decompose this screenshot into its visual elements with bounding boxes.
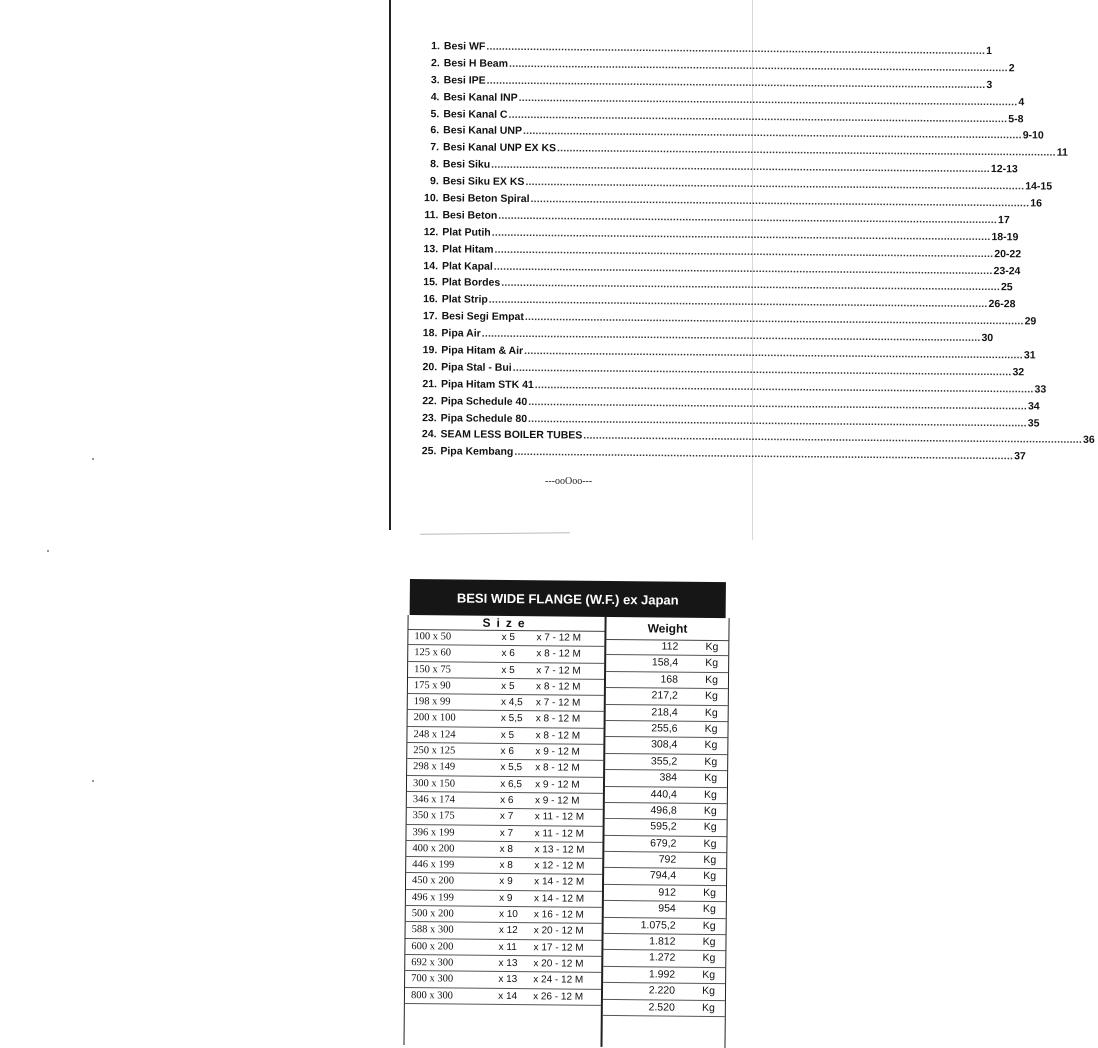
toc-item-number: 5. [430,107,440,120]
size-dimension: 496 x 199 [411,891,454,904]
weight-value: 158,4 [651,656,679,670]
size-dimension: 200 x 100 [413,712,456,724]
toc-item-title: Pipa Stal - Bui [441,361,512,374]
table-row [408,645,604,663]
table-row [407,776,603,794]
toc-item-number: 19. [422,344,438,357]
weight-unit: Kg [702,985,716,998]
weight-unit: Kg [702,903,716,916]
size-dimension: 150 x 75 [414,663,451,676]
toc-item-title: Pipa Kembang [440,445,514,459]
toc-item-title: Pipa Air [441,327,481,340]
size-dimension: 396 x 199 [412,826,455,839]
table-row [603,983,725,1001]
weight-column-header: Weight [606,617,728,641]
toc-leader-dots: ................................................................................................................................................................ [557,142,1056,159]
weight-value: 954 [658,902,676,915]
toc-item-title: Besi Siku [442,158,491,171]
toc-item-number: 1. [431,40,440,53]
size-length: x 17 - 12 M [533,941,584,954]
scan-speck [92,458,94,460]
table-row [605,803,727,821]
toc-item-page: 33 [1034,383,1047,396]
size-length: x 8 - 12 M [535,762,580,775]
table-row [407,808,603,826]
size-dimension: 300 x 150 [412,777,456,790]
size-dimension: 298 x 149 [413,761,456,773]
toc-leader-dots: ................................................................................................................................................................ [524,345,1023,362]
toc-item-number: 21. [422,377,438,391]
size-length: x 11 - 12 M [534,827,584,840]
size-thickness: x 8 [499,860,513,872]
weight-unit: Kg [702,935,716,949]
toc-item-page: 9-10 [1022,129,1044,142]
toc-leader-dots: ................................................................................................................................................................ [528,395,1028,413]
toc-item-number: 22. [422,394,437,407]
toc-item-title: Pipa Schedule 40 [440,394,528,408]
table-row [407,792,603,810]
size-thickness: x 5,5 [500,762,523,774]
table-row [604,901,726,919]
toc-item-page: 12-13 [990,163,1018,176]
table-row [406,906,602,924]
table-row [603,1000,725,1018]
toc-item-title: Besi Segi Empat [441,310,524,324]
size-dimension: 700 x 300 [411,973,454,985]
toc-leader-dots: ................................................................................................................................................................ [481,327,981,345]
toc-item-number: 23. [422,411,437,424]
size-length: x 26 - 12 M [533,990,584,1003]
size-length: x 14 - 12 M [533,893,585,905]
toc-leader-dots: ................................................................................................................................................................ [494,243,994,260]
weight-unit: Kg [705,640,719,654]
weight-unit: Kg [702,919,716,932]
toc-item-page: 34 [1027,400,1040,413]
toc-item-number: 14. [423,259,439,272]
toc-leader-dots: ................................................................................................................................................................ [525,176,1025,193]
toc-leader-dots: ................................................................................................................................................................ [508,108,1008,125]
size-length: x 8 - 12 M [536,681,581,693]
size-length: x 12 - 12 M [534,860,585,872]
wide-flange-table [400,575,728,1038]
size-dimension: 500 x 200 [411,908,454,920]
toc-item-page: 31 [1023,349,1036,362]
toc-leader-dots: ................................................................................................................................................................ [583,429,1083,447]
toc-leader-dots: ................................................................................................................................................................ [501,277,1001,294]
table-row [603,934,725,952]
size-dimension: 692 x 300 [411,957,454,969]
table-row [605,770,727,788]
toc-item-title: Besi Kanal UNP EX KS [443,141,557,155]
weight-unit: Kg [705,673,719,686]
weight-value: 2.520 [648,1000,675,1014]
size-dimension: 250 x 125 [413,745,456,757]
weight-unit: Kg [704,690,718,703]
size-thickness: x 5,5 [500,713,523,725]
weight-value: 1.272 [648,951,676,965]
toc-item-page: 36 [1083,434,1095,447]
toc-leader-dots: ................................................................................................................................................................ [512,361,1012,379]
table-row [605,737,727,755]
table-row [606,672,728,690]
size-length: x 20 - 12 M [533,958,584,970]
weight-value: 792 [658,853,677,866]
size-dimension: 600 x 200 [411,940,454,953]
weight-value: 1.812 [649,935,676,948]
size-dimension: 450 x 200 [412,875,455,887]
table-row [408,678,604,696]
weight-value: 679,2 [650,837,677,850]
weight-value: 912 [658,886,677,899]
toc-leader-dots: ................................................................................................................................................................ [486,74,986,91]
table-row [405,939,601,957]
weight-value: 2.220 [648,984,676,997]
size-thickness: x 10 [498,908,518,921]
size-thickness: x 14 [498,990,518,1002]
size-dimension: 350 x 175 [412,810,455,822]
size-length: x 13 - 12 M [534,844,585,856]
table-row [604,918,726,936]
table-row [408,694,604,712]
table-row [606,655,728,673]
toc-item-title: Pipa Schedule 80 [440,411,528,425]
size-dimension: 800 x 300 [410,989,454,1002]
weight-value: 355,2 [650,755,678,768]
toc-item-page: 5-8 [1008,112,1024,125]
size-length: x 7 - 12 M [536,664,581,677]
size-length: x 9 - 12 M [535,778,580,791]
toc-leader-dots: ................................................................................................................................................................ [530,193,1030,210]
toc-item-title: Besi Siku EX KS [442,175,525,189]
table-row [606,639,728,657]
weight-unit: Kg [703,886,717,899]
weight-unit: Kg [704,772,718,785]
toc-leader-dots: ................................................................................................................................................................ [514,446,1014,463]
toc-leader-dots: ................................................................................................................................................................ [524,311,1024,328]
size-thickness: x 6 [500,746,514,758]
table-row [406,890,602,908]
toc-leader-dots: ................................................................................................................................................................ [491,158,990,176]
size-column-header: Size [408,615,604,632]
scan-speck [47,550,49,552]
page-bottom-edge [420,532,570,535]
table-row [603,967,725,985]
weight-value: 1.075,2 [640,918,676,932]
weight-unit: Kg [704,706,718,719]
table-row [405,988,601,1006]
table-row [405,955,601,973]
toc-item-page: 23-24 [993,264,1021,277]
table-row [407,759,603,777]
toc-item-page: 26-28 [988,298,1016,311]
toc-leader-dots: ................................................................................................................................................................ [508,57,1008,75]
toc-item-number: 8. [430,158,439,171]
toc-item-number: 2. [430,57,440,70]
weight-unit: Kg [702,952,716,965]
toc-item-number: 7. [430,141,440,154]
weight-unit: Kg [704,739,718,752]
weight-value: 217,2 [651,689,678,702]
toc-item-page: 1 [986,45,993,58]
toc-item-number: 9. [429,175,439,188]
size-dimension: 100 x 50 [414,631,452,643]
size-length: x 24 - 12 M [533,974,584,986]
weight-value: 1.992 [648,968,676,981]
toc-item-page: 37 [1014,450,1026,463]
size-length: x 14 - 12 M [534,876,585,889]
size-thickness: x 13 [498,957,518,970]
table-row [604,836,726,854]
toc-end-mark: ---ooOoo--- [545,476,593,487]
toc-leader-dots: ................................................................................................................................................................ [493,260,993,277]
toc-item-title: Plat Putih [442,226,491,239]
size-thickness: x 9 [499,876,513,888]
toc-leader-dots: ................................................................................................................................................................ [522,125,1022,142]
weight-unit: Kg [702,968,716,981]
size-dimension: 588 x 300 [411,924,454,936]
weight-value: 384 [659,771,678,784]
weight-unit: Kg [703,870,717,883]
toc-item-number: 17. [422,310,438,323]
size-length: x 11 - 12 M [534,811,585,824]
toc-item-page: 16 [1030,197,1043,210]
size-thickness: x 5 [501,680,515,692]
toc-item-page: 29 [1024,315,1037,328]
toc-leader-dots: ................................................................................................................................................................ [534,378,1034,396]
toc-item-page: 32 [1012,366,1025,379]
toc-item-page: 35 [1027,416,1040,430]
table-row [407,743,603,761]
toc-item-page: 17 [998,214,1010,227]
table-row [605,721,727,739]
toc-leader-dots: ................................................................................................................................................................ [486,40,986,58]
toc-item-page: 3 [986,78,993,91]
size-thickness: x 5 [501,631,516,644]
table-row [604,852,726,870]
weight-unit: Kg [704,788,717,801]
weight-unit: Kg [703,804,717,817]
size-thickness: x 4,5 [500,697,523,709]
table-row [606,688,728,706]
toc-item-title: Besi H Beam [443,57,509,70]
toc-leader-dots: ................................................................................................................................................................ [518,91,1018,108]
toc-item-page: 2 [1008,62,1015,75]
toc-leader-dots: ................................................................................................................................................................ [491,226,991,243]
toc-item-page: 20-22 [994,247,1022,261]
table-row [406,825,602,843]
toc-item-number: 4. [430,90,440,103]
size-thickness: x 11 [498,941,517,953]
toc-item-page: 18-19 [991,230,1019,244]
toc-item-page: 25 [1000,281,1013,294]
toc-item-number: 15. [423,276,438,289]
weight-column [603,639,729,1017]
toc-item-number: 20. [422,361,438,374]
table-of-contents [408,40,1095,465]
weight-value: 440,4 [650,787,677,801]
toc-item-title: Besi IPE [443,74,486,87]
table-title: BESI WIDE FLANGE (W.F.) ex Japan [410,579,726,618]
toc-item-title: Besi Beton [442,209,498,222]
toc-item-page: 14-15 [1025,180,1053,193]
size-dimension: 125 x 60 [414,647,452,659]
table-row [406,841,602,859]
size-thickness: x 13 [498,974,518,986]
toc-item-title: SEAM LESS BOILER TUBES [440,428,583,442]
table-row [605,754,727,772]
size-length: x 16 - 12 M [533,909,584,921]
toc-item-title: Plat Strip [441,293,488,307]
size-length: x 7 - 12 M [536,632,582,644]
size-length: x 8 - 12 M [535,730,581,742]
size-length: x 8 - 12 M [535,713,581,726]
size-thickness: x 12 [498,925,518,937]
toc-item-title: Pipa Hitam & Air [441,344,524,358]
table-row [604,868,726,886]
table-row [604,885,726,903]
weight-value: 218,4 [651,705,678,719]
toc-leader-dots: ................................................................................................................................................................ [498,209,998,227]
toc-item-title: Besi Beton Spiral [442,192,530,206]
size-column [405,629,605,1006]
toc-item-number: 16. [423,293,438,306]
scan-speck [92,780,94,782]
toc-item [408,445,1026,465]
toc-item-number: 24. [421,428,437,441]
table-row [408,711,604,729]
toc-item-title: Besi Kanal C [443,107,508,121]
table-row [605,786,727,804]
toc-item-number: 3. [430,73,440,87]
toc-item-number: 25. [421,445,437,458]
toc-item-number: 13. [423,242,439,255]
table-row [605,819,727,837]
weight-unit: Kg [703,821,717,834]
size-dimension: 248 x 124 [413,728,456,741]
table-row [408,629,604,647]
toc-item-title: Besi Kanal INP [443,90,518,104]
weight-value: 112 [661,640,679,653]
toc-item-title: Pipa Hitam STK 41 [440,378,534,391]
table-row [606,705,728,723]
size-thickness: x 6,5 [500,778,522,790]
toc-item-number: 12. [423,225,439,239]
table-row [603,950,725,968]
size-dimension: 446 x 199 [412,859,455,871]
size-thickness: x 9 [499,892,513,904]
toc-leader-dots: ................................................................................................................................................................ [528,412,1027,429]
toc-item-number: 18. [422,327,438,340]
weight-value: 794,4 [649,869,677,883]
size-dimension: 198 x 99 [413,696,451,708]
table-row [405,971,601,989]
weight-unit: Kg [703,853,717,867]
page-binding-edge [389,0,391,530]
size-thickness: x 8 [499,843,514,855]
toc-item-title: Besi WF [443,40,486,53]
table-row [406,922,602,940]
size-dimension: 175 x 90 [413,679,451,692]
weight-value: 168 [660,673,679,686]
weight-unit: Kg [701,1001,715,1014]
size-dimension: 346 x 174 [412,794,455,806]
size-thickness: x 7 [499,827,514,839]
size-thickness: x 5 [501,664,515,676]
table-row [408,662,604,680]
size-thickness: x 5 [500,729,515,741]
table-row [406,857,602,875]
toc-item-number: 6. [430,124,440,137]
size-thickness: x 6 [500,794,514,807]
toc-item-page: 30 [981,332,994,345]
toc-item-number: 10. [423,192,439,205]
table-row [407,727,603,745]
table-body [403,615,729,1048]
size-length: x 9 - 12 M [534,795,580,807]
size-thickness: x 7 [499,811,514,823]
toc-item-title: Besi Kanal UNP [443,124,523,138]
size-thickness: x 6 [501,648,515,660]
size-length: x 8 - 12 M [536,648,581,660]
toc-item-title: Plat Hitam [442,242,494,256]
toc-item-title: Plat Bordes [441,276,501,290]
weight-value: 255,6 [651,722,678,735]
weight-unit: Kg [704,722,718,735]
weight-value: 496,8 [650,804,677,817]
table-row [406,873,602,891]
weight-value: 308,4 [651,738,678,751]
weight-unit: Kg [705,657,719,670]
weight-unit: Kg [704,755,718,768]
size-dimension: 400 x 200 [412,842,455,855]
toc-item-number: 11. [424,209,439,222]
size-length: x 7 - 12 M [535,697,581,709]
toc-item-page: 4 [1018,95,1025,109]
weight-unit: Kg [703,837,717,850]
weight-value: 595,2 [650,820,677,833]
size-length: x 20 - 12 M [533,925,584,938]
toc-item-page: 11 [1056,146,1068,160]
size-length: x 9 - 12 M [535,746,580,758]
toc-item-title: Plat Kapal [441,259,493,273]
toc-leader-dots: ................................................................................................................................................................ [488,294,988,311]
